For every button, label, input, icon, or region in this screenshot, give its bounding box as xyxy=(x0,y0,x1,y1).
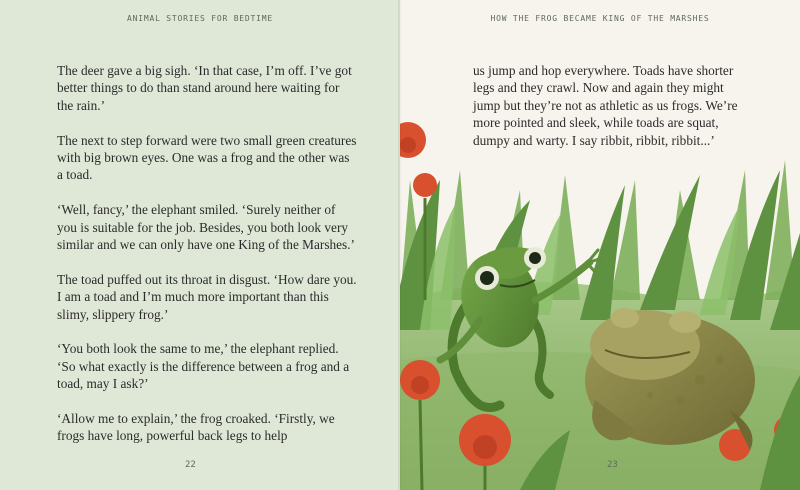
right-page-number: 23 xyxy=(607,460,618,470)
paragraph: The next to step forward were two small green creatures with big brown eyes. One was a frog and the other was a toad. xyxy=(57,132,357,183)
right-body-text xyxy=(473,62,745,166)
paragraph: The deer gave a big sigh. ‘In that case, I’m off. I’ve got better things to do than stand around here waiting for the rain.’ xyxy=(57,63,352,113)
left-page-number: 22 xyxy=(185,460,196,470)
left-running-head: ANIMAL STORIES FOR BEDTIME xyxy=(126,14,274,23)
paragraph: The toad puffed out its throat in disgust. ‘How dare you. I am a toad and I’m much more important than this slimy, slippery frog.’ xyxy=(57,271,357,322)
left-body-text xyxy=(57,62,357,462)
paragraph: ‘Allow me to explain,’ the frog croaked. ‘Firstly, we frogs have long, powerful back legs to help xyxy=(57,411,335,444)
paragraph: us jump and hop everywhere. Toads have shorter legs and they crawl. Now and again they might jump but they’re not as athletic as us frogs. We’re more pointed and sleek, while toads are squat, dumpy and warty. I say ribbit, ribbit, ribbit...’ xyxy=(473,63,738,148)
right-page xyxy=(400,0,800,490)
book-gutter xyxy=(398,0,402,490)
paragraph: ‘You both look the same to me,’ the elephant replied. ‘So what exactly is the difference between a frog and a toad, may I ask?’ xyxy=(57,341,350,392)
right-running-head: HOW THE FROG BECAME KING OF THE MARSHES xyxy=(490,14,710,23)
paragraph: ‘Well, fancy,’ the elephant smiled. ‘Surely neither of you is suitable for the job. Besides, you both look very similar and we can only have one King of the Marshes.’ xyxy=(57,202,355,253)
